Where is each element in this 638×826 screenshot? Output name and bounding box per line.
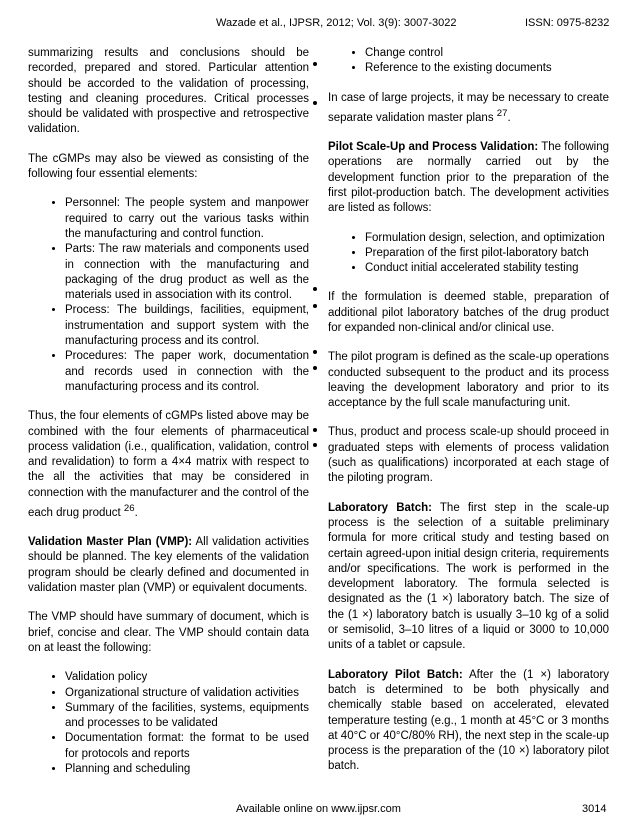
citation-ref: 26 <box>123 503 135 515</box>
list-item: • Organizational structure of validation activities <box>65 686 309 701</box>
paragraph: The VMP should have summary of document, which is brief, concise and clear. The VMP should contain data on at least the following: <box>28 611 309 654</box>
list-item: • Planning and scheduling <box>65 762 309 777</box>
section-heading: Laboratory Batch: <box>328 501 432 514</box>
list-item: • Procedures: The paper work, documentation and records used in connection with the manufacturing process and its control. <box>65 349 309 395</box>
list-item: • Process: The buildings, facilities, equipment, instrumentation and support system with the manufacturing process and its control. <box>65 303 309 349</box>
issn: ISSN: 0975-8232 <box>525 17 610 29</box>
paragraph: If the formulation is deemed stable, preparation of additional pilot laboratory batches of the drug product for expanded non-clinical and/or clinical use. <box>328 291 609 334</box>
punctuation: . <box>134 506 138 519</box>
list-item: • Reference to the existing documents <box>365 61 609 76</box>
page-number: 3014 <box>582 803 607 815</box>
list-item: • Summary of the facilities, systems, equipments and processes to be validated <box>65 701 309 732</box>
page-header <box>0 17 638 33</box>
paragraph <box>328 91 609 126</box>
section-heading: Validation Master Plan (VMP): <box>28 536 193 549</box>
list-item: • Parts: The raw materials and components used in connection with the manufacturing and packaging of the drug product as well as the materials used in association with its control. <box>65 242 309 303</box>
paragraph <box>28 535 309 596</box>
running-title: Wazade et al., IJPSR, 2012; Vol. 3(9): 3007-3022 <box>216 17 457 29</box>
paragraph-text: All validation activities should be planned. The key elements of the validation program should be clearly defined and documented in validation master plan (VMP) or equivalent documents. <box>28 536 309 595</box>
paragraph-text: In case of large projects, it may be necessary to create separate validation master plans <box>328 91 609 124</box>
gutter-dot <box>313 366 317 370</box>
gutter-dot <box>313 304 317 308</box>
paragraph: The pilot program is defined as the scale-up operations conducted subsequent to the product and its process leaving the development laboratory and prior to its acceptance by the full scale manufacturing unit. <box>328 351 609 410</box>
gutter-dot <box>313 101 317 105</box>
paragraph-text: The following operations are normally carried out by the development function prior to the preparation of the first pilot-production batch. The development activities are listed as follows: <box>328 141 610 215</box>
paragraph <box>328 140 609 216</box>
paragraph: Thus, product and process scale-up should proceed in graduated steps with elements of process validation (such as qualifications) incorporated at each stage of the piloting program. <box>328 426 609 485</box>
list-item: • Change control <box>365 46 609 61</box>
paragraph <box>328 501 609 654</box>
paragraph <box>328 668 609 775</box>
vmp-items-list <box>28 670 309 777</box>
cgmp-elements-list <box>28 196 309 395</box>
paragraph-text: Thus, the four elements of cGMPs listed above may be combined with the four elements of pharmaceutical process validation (i.e., qualification, validation, control and revalidation) to form a 4×4 matrix with respect to the all the activities that may be considered in connection with the manufacturer and the control of the each drug product <box>28 410 309 519</box>
paragraph-text: After the (1 ×) laboratory batch is determined to be both physically and chemically stable based on accelerated, elevated temperature testing (e.g., 1 month at 45°C or 3 months at 40°C or 40°C/80% RH), the next step in the scale-up process is the preparation of the (10 ×) laboratory pilot batch. <box>328 668 609 773</box>
section-heading: Laboratory Pilot Batch: <box>328 668 463 681</box>
gutter-dot <box>313 428 317 432</box>
list-item: • Documentation format: the format to be used for protocols and reports <box>65 731 309 762</box>
list-item: • Preparation of the first pilot-laboratory batch <box>365 246 609 261</box>
section-heading: Pilot Scale-Up and Process Validation: <box>328 141 539 154</box>
paragraph-text: The first step in the scale-up process is the selection of a suitable preliminary formula for more critical study and testing based on certain agreed-upon initial design criteria, requirements and/or specifications. The work is performed in the development laboratory. The formula selected is designated as the (1 ×) laboratory batch. The size of the (1 ×) laboratory batch is usually 3–10 kg of a solid or semisolid, 3–10 litres of a liquid or 3000 to 10,000 units of a tablet or capsule. <box>328 501 610 652</box>
gutter-dot <box>313 443 317 447</box>
paragraph: The cGMPs may also be viewed as consisting of the following four essential elements: <box>28 152 309 181</box>
gutter-dot <box>313 287 317 291</box>
punctuation: . <box>507 111 511 124</box>
citation-ref: 27 <box>496 107 508 119</box>
availability-note: Available online on www.ijpsr.com <box>236 803 401 815</box>
paragraph: summarizing results and conclusions should be recorded, prepared and stored. Particular attention should be accorded to the validation of processing, testing and cleaning procedures. Critical processes should be validated with prospective and retrospective validation. <box>28 47 309 136</box>
left-column <box>28 46 309 791</box>
vmp-items-list-continued <box>328 46 609 77</box>
gutter-dot <box>313 350 317 354</box>
list-item: • Personnel: The people system and manpower required to carry out the various tasks within the manufacturing and control function. <box>65 196 309 242</box>
right-column <box>328 46 609 789</box>
list-item: • Conduct initial accelerated stability testing <box>365 261 609 276</box>
list-item: • Validation policy <box>65 670 309 685</box>
paragraph <box>28 409 309 521</box>
list-item: • Formulation design, selection, and optimization <box>365 231 609 246</box>
development-activities-list <box>328 231 609 277</box>
gutter-dot <box>313 62 317 66</box>
